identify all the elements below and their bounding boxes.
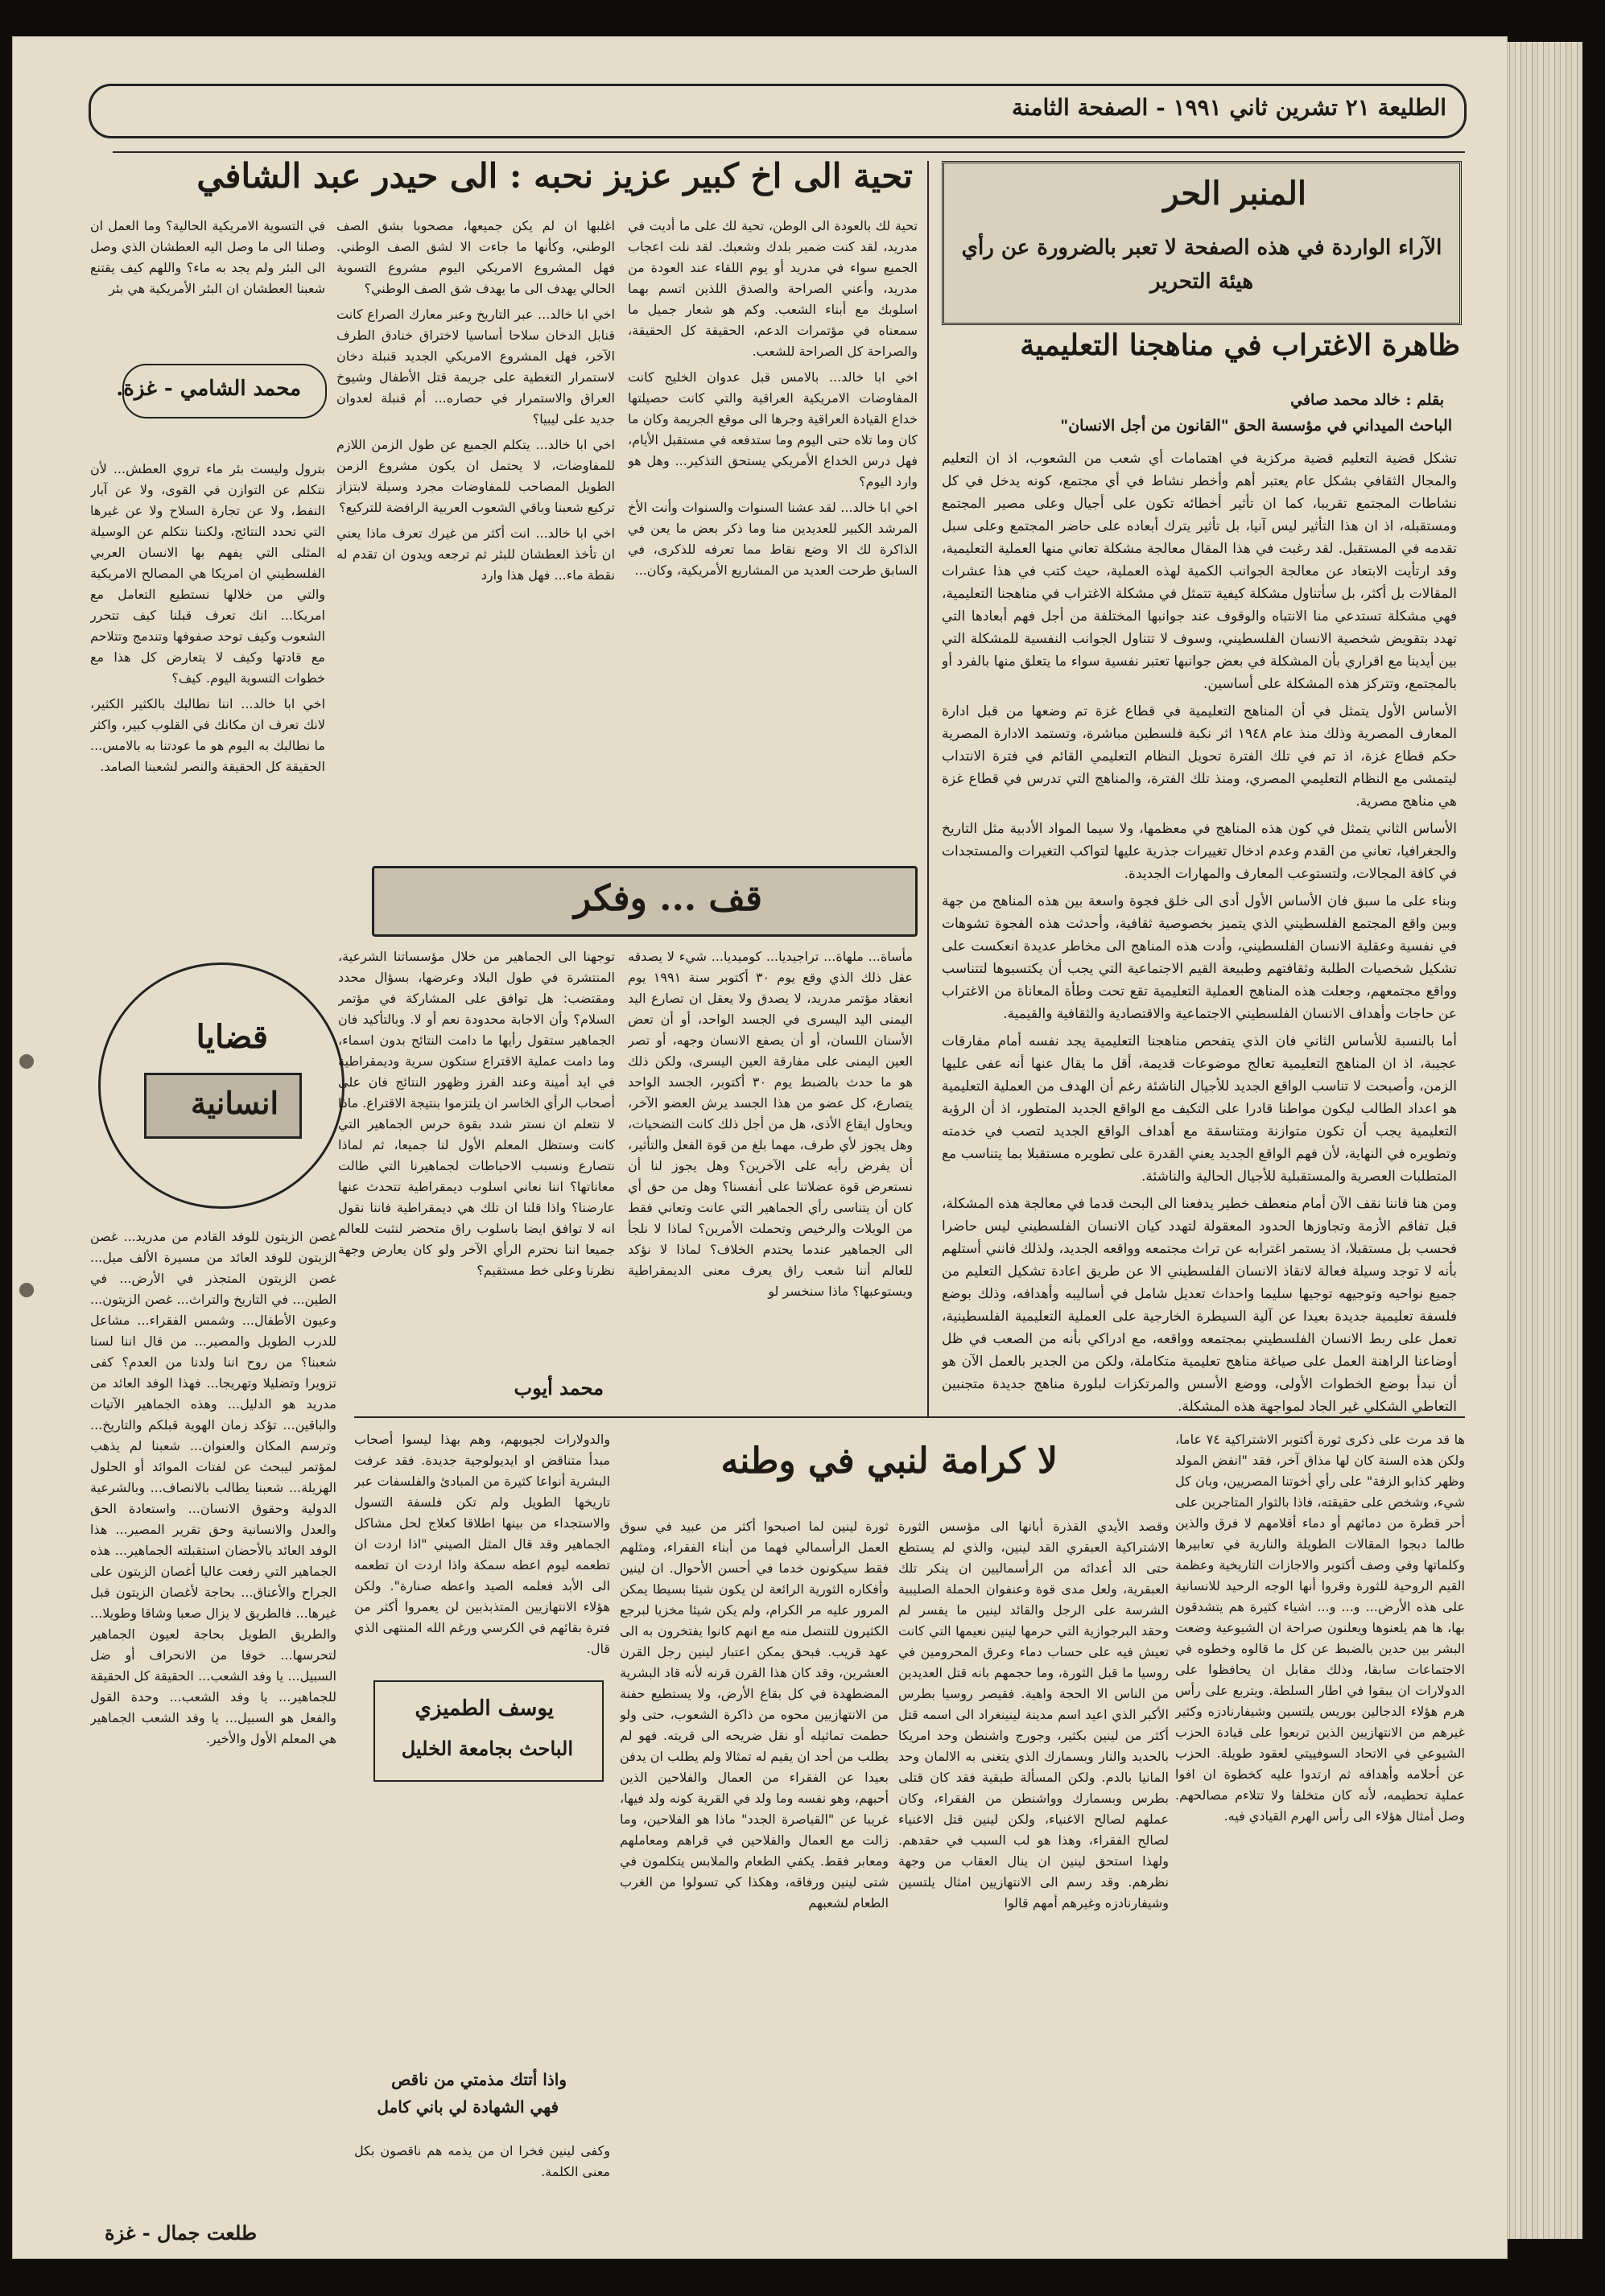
tribute-paragraph: في التسوية الامريكية الحالية؟ وما العمل ان وصلنا الى ما وصل اليه العطشان الذي وصل الى البئر ولم يجد به ماء؟ واللهم كيف يقتنع شعبنا العطشان ان البئر الأمريكية هي بئر: [90, 218, 325, 296]
stop-think-banner: [372, 866, 918, 937]
punch-hole: [19, 1054, 34, 1069]
lenin-column-3a: والدولارات لجيوبهم، وهم بهذا ليسوا أصحاب مبدأ متناقض او ايديولوجية جديدة. فقد عرفت البشرية أنواعا كثيرة من المبادئ والفلسفات عبر تاريخها الطويل ولم تكن فلسفة التسول والاستجداء من بينها اطلاقا كعلاج لحل مشاكل الجماهير وقد قال المثل الصيني "اذا اردت ان تطعمه ليوم اعطه سمكة واذا اردت ان تطعمه الى الأبد فعلمه الصيد واعطه صنارة". ولكن هؤلاء الانتهازيين المتذبذبين لن يعمروا أكثر من فترة بقائهم في الكرسي ورغم الله المنتهى الذي قال.: [354, 1432, 610, 1656]
free-pulpit-disclaimer: الآراء الواردة في هذه الصفحة لا تعبر بالضرورة عن رأي هيئة التحرير: [961, 236, 1442, 294]
tribute-paragraph: اخي ابا خالد... بالامس قبل عدوان الخليج كانت المفاوضات الامريكية العراقية والتي كانت حصيلتها خداع القيادة العراقية وجرها الى موقع الجريمة وكان ما كان وما تلاه حتى اليوم وما ستدفعه في مستقبل الأيام، فهل درس الخداع الأمريكي يستحق التذكير... وهل هو وارد اليوم؟: [628, 369, 918, 489]
alienation-paragraph: أما بالنسبة للأساس الثاني فان الذي يتفحص مناهجنا التعليمية يجد نفسه أمام مفارقات عجيبة، اذ ان المناهج التعليمية تعالج موضوعات قديمة، أقل ما يقال عنها أنه عفى عليها الزمن، وأصبحت لا تناسب الواقع الجديد للأجيال الناشئة رغم أن الهدف من العملية التعليمية هو اعداد الطالب ليكون مواطنا قادرا على التكيف مع الواقع الجديد المتطور، اذ أن الرؤية التعليمية يجب أن تكون متوازنة ومتناسقة مع أهداف الواقع الجديد لتصب في خدمته وتطويره في النهاية، لأن فهم الواقع الجديد يعني القدرة على تطويره مستقبلا بما يتناسب مع المتطلبات العصرية والمستقبلية للأجيال الحالية والناشئة.: [942, 1033, 1457, 1185]
tribute-column-1: [628, 216, 918, 851]
alienation-body: [942, 447, 1457, 1421]
tribute-column-3: [90, 216, 325, 361]
lenin-author-role: الباحث بجامعة الخليل: [401, 1737, 573, 1760]
column-rule: [927, 161, 929, 1416]
tribute-paragraph: اخي ابا خالد... عبر التاريخ وعبر معارك الصراع كانت قنابل الدخان سلاحا أساسيا لاختراق خنادق الطرف الآخر، فهل المشروع الامريكي الجديد قنبلة دخان لاستمرار التغطية على جريمة قتل الأطفال وشيوخ العراق والاستمرار في حصاره... أم قنبلة لعدوان جديد على ليبيا؟: [336, 307, 615, 427]
stop-think-signature: محمد أيوب: [514, 1376, 604, 1399]
humanitarian-body: غصن الزيتون للوفد القادم من مدريد... غصن الزيتون للوفد العائد من مسيرة الألف ميل... غصن الزيتون المتجذر في الأرض... في الطين... في التاريخ والتراث... غصن الزيتون... وعيون الأطفال... وشمس الفقراء... مشاعل للدرب الطويل والمصير... من قال اننا لسنا شعبنا؟ من روح اننا ولدنا من العدم؟ كفى تزويرا وتضليلا وتهريجا... فهذا الوفد العائد من مدريد هو الدليل... وهذه الجماهير الآتيات والباقين... تؤكد زمان الهوية قبلكم والتاريخ... وترسم المكان والعنوان... شعبنا لم يذهب لمؤتمر ليبحث عن لفتات الموائد أو الحلول الهزيلة... شعبنا يطالب بالانصاف... وبالشرعية الدولية وحقوق الانسان... واستعادة الحق والعدل والانسانية وحق تقرير المصير... هذا الوفد العائد بالأحضان استقبلته الجماهير... هذه الجماهير التي رفعت عاليا أغصان الزيتون على الجراح والأعناق... بحاجة لأغصان الزيتون قبل غيرها... فالطريق لا يزال صعبا وشاقا وطويلا... والطريق الطويل بحاجة لعيون الجماهير لتحرسها... خوفا من الانحراف أو ضل السبيل... يا وفد الشعب... الحقيقة كل الحقيقة للجماهير... يا وفد الشعب... وحدة القول والفعل هو السبيل... يا وفد الشعب الجماهير هي المعلم الأول والأخير.: [90, 1229, 336, 1746]
tribute-paragraph: اخي ابا خالد... انت أكثر من غيرك تعرف ماذا يعني ان تأخذ العطشان للبئر ثم ترجعه ويدون ان تقدم له نقطة ماء... فهل هذا وارد: [336, 526, 615, 583]
lenin-column-3b: [354, 1788, 610, 2110]
lenin-author-name: يوسف الطميزي: [415, 1696, 554, 1721]
alienation-author-role: الباحث الميداني في مؤسسة الحق "القانون من أجل الانسان": [1060, 417, 1452, 435]
alienation-author: بقلم : خالد محمد صافي: [1290, 391, 1444, 409]
humanitarian-badge-panel: [144, 1073, 302, 1139]
alienation-paragraph: الأساس الأول يتمثل في أن المناهج التعليمية في قطاع غزة تم وضعها من قبل ادارة المعارف المصرية وذلك منذ عام ١٩٤٨ اثر نكبة فلسطين مباشرة، وتستمد الادارة المصرية حكم قطاع غزة، اذ تم في تلك الفترة تحويل النظام التعليمي القائم في فترة الانتداب ليتمشى مع النظام التعليمي المصري، ومنذ تلك الفترة، والمناهج التي تدرس في قطاع غزة هي مناهج مصرية.: [942, 703, 1457, 810]
october-column-1: ها قد مرت على ذكرى ثورة أكتوبر الاشتراكية ٧٤ عاما، ولكن هذه السنة كان لها مذاق آخر، فقد "انفض المولد وظهر كذابو الزفة" على رأي أخوتنا المصريين، وبان كل شيء، وشخص على حقيقته، فاذا بالثوار المتاجرين على أحر قطرة من دمائهم أو دماء أقلامهم لا فرق والذين طالما دبجوا المقالات الطويلة والنارية في تعابيرها وكلماتها وفي وصف أكتوبر والاجازات التاريخية وعظمة القيم الروحية للثورة وقروا أنها الوجه الرحيد للانسانية على هذه الأرض... و... و... اشياء كثيرة هم يتشدقون بها، ها هم يلعنوها ويعلنون صراحة ان الشيوعية وضعت البشر بين حدين بالضبط عن كل ما قالوه وخطوه في الاجتماعات سابقا، وذلك مقابل ان يحافظوا على الدولارات ان يبقوا في اطار السلطة. ويتربع على رأس هرم هؤلاء الدجالين بوريس يلتسين وشيفارنادزه وكثير غيرهم من الانتهازيين الذين تربعوا على قيادة الحزب الشيوعي في الاتحاد السوفييتي لعقود طويلة. الحزب عن أحلامه وأهدافه ثم ارتدوا عليه كخطوة ان افوا عملية تحطيمه، لأنه كان متخلفا ولا تتلاءم مصالحهم. وصل أمثال هؤلاء الى رأس الهرم القيادي فيه.: [1175, 1432, 1465, 1824]
humanitarian-signature: طلعت جمال - غزة: [105, 2221, 258, 2244]
lenin-tail: وكفى لينين فخرا ان من يذمه هم ناقصون بكل معنى الكلمة.: [354, 2143, 610, 2179]
tribute-paragraph: بترول وليست بئر ماء تروي العطش... لأن نتكلم عن التوازن في القوى، ولا عن آبار النفط، ولا عن تجارة السلاح ولا عن غيرها التي تحدد النتائج، ولكننا نتكلم عن الوسيلة المثلى التي يفهم بها الانسان العربي الفلسطيني ان امريكا هي المصالح الامريكية والتي من خلالها نستطيع التعامل مع امريكا... انك تعرف قبلنا كيف تتحرر الشعوب وكيف توحد صفوفها وتندمج وتتلاحم مع قادتها وكيف لا يتعارض كل هذا مع خطوات التسوية اليوم. كيف؟: [90, 461, 325, 686]
tribute-column-2: [336, 216, 615, 851]
humanitarian-badge: [98, 963, 345, 1209]
tribute-signature-box: [116, 364, 327, 418]
free-pulpit-title: المنبر الحر: [1163, 175, 1306, 212]
page-header: [89, 84, 1467, 138]
stacked-pages-edge: [1499, 42, 1582, 2239]
lenin-author-box: [373, 1680, 604, 1782]
alienation-paragraph: الأساس الثاني يتمثل في كون هذه المناهج في معظمها، ولا سيما المواد الأدبية مثل التاريخ والجغرافيا، تعاني من القدم وعدم ادخال تغييرات جذرية عليها لتواكب التغيرات والمستجدات في كافة المجالات، ولتستوعب المعارف والمهارات الجديدة.: [942, 821, 1457, 882]
alienation-paragraph: تشكل قضية التعليم قضية مركزية في اهتمامات أي شعب من الشعوب، اذ ان التعليم والمجال الثقافي بشكل عام يعتبر أهم وأخطر نشاط في أي مجتمع، كونه يدخل في كل نشاطات المجتمع تقريبا، كما ان تأثير أخطائه تكون على أجيال وعلى مصير المجتمع ومستقبله، اذ ان هذا التأثير ليس آنيا، بل تأثير يترك أبعاده على حاضر المجتمع وعلى سبل تقدمه في المستقبل. لقد رغبت في هذا المقال معالجة مشكلة تعاني منها العملية التعليمية، وقد ارتأيت الابتعاد عن معالجة الجوانب الكمية لهذه العملية، حيث كتب في هذا عشرات المقالات بل أكثر، بل سأتناول مشكلة كيفية تتمثل في مشكلة الاغتراب في مناهجنا التعليمية، فهي مشكلة تستدعي منا الانتباه والوقوف عند جوانبها المختلفة من أجل فهم أبعادها التي تهدد بتقويض شخصية الانسان الفلسطيني، وسوف لا تتناول الجوانب النفسية للمشكلة التي بين أيدينا مع اقراري بأن المشكلة في بعض جوانبها تعتبر نفسية سواء ما يتعلق منها بالفرد أو بالمجتمع، وتتركز هذه المشكلة على أساسين.: [942, 451, 1457, 692]
free-pulpit-box: [942, 161, 1462, 325]
lenin-quote-line-2: فهي الشهادة لي باني كامل: [377, 2097, 559, 2117]
lenin-headline: لا كرامة لنبي في وطنه: [720, 1441, 1058, 1482]
tribute-paragraph: اخي ابا خالد... يتكلم الجميع عن طول الزمن اللازم للمفاوضات، لا يحتمل ان يكون مشروع الزمن الطويل المصاحب للمفاوضات مجرد وسيلة لابتزاز تركيع شعبنا وباقي الشعوب العربية الرافضة للتركيع؟: [336, 437, 615, 515]
issue-date-page: الطليعة ٢١ تشرين ثاني ١٩٩١ - الصفحة الثامنة: [1012, 94, 1446, 121]
stop-think-column-1: مأساة... ملهاة... تراجيديا... كوميديا... شيء لا يصدقه عقل ذلك الذي وقع يوم ٣٠ أكتوبر سنة ١٩٩١ يوم انعقاد مؤتمر مدريد، لا يصدق ولا يعقل ان تصارع اليد اليمنى اليد اليسرى في الجسد الواحد، أو أن تعض الأسنان اللسان، أو أن يصفع الانسان وجهه، أو تصر العين اليمنى على مفارقة العين اليسرى، ولكن ذلك هو ما حدث بالضبط يوم ٣٠ أكتوبر، الجسد الواحد يتصارع، كل عضو من هذا الجسد يرش العضو الآخر، ويحاول ايقاع الأذى، هل من أجل ذلك كانت التضحيات، وهل يجوز لأي طرف، مهما بلغ من قوة الفعل والتأثير، أن يفرض رأيه على الآخرين؟ وهل يجوز لنا أن نستعرض قوة عضلاتنا على أنفسنا؟ وهل من حق أي كان أن يتناسى رأي الجماهير التي عانت وتعاني فقط من الويلات والرخيص وتحملت الأمرين؟ لماذا لا نلجأ الى الجماهير عندما يحتدم الخلاف؟ لماذا لا نؤكد للعالم أننا شعب راق يعرف معنى الديمقراطية ويستوعبها؟ ماذا سنخسر لو: [628, 949, 913, 1299]
tribute-signature: محمد الشامي - غزة.: [116, 377, 301, 401]
tribute-paragraph: اخي ابا خالد... اننا نطالبك بالكثير الكثير، لانك تعرف ان مكانك في القلوب كبير، واكثر ما نطالبك به اليوم هو ما عودتنا به بالامس... الحقيقة كل الحقيقة والنصر لشعبنا الصامد.: [90, 696, 325, 774]
humanitarian-badge-top: قضايا: [196, 1018, 268, 1056]
alienation-paragraph: وبناء على ما سبق فان الأساس الأول أدى الى خلق فجوة واسعة بين هذه المناهج من جهة وبين واقع المجتمع الفلسطيني الذي يتميز بخصوصية ثقافية، وأحدثت هذه الفجوة تشوهات في نفسية وعقلية الانسان الفلسطيني، وأدت هذه المناهج الى مخاطر عديدة انعكست على تشكيل شخصيات الطلبة وثقافتهم وطبيعة القيم الاجتماعية التي يجب أن يكتسبوها لتتناسب وواقع مجتمعهم، وجعلت هذه المناهج العملية التعليمية تقع تحت وطأة المعاناة من الاغتراب عن حاجات وأهداف الانسان الفلسطيني الاجتماعية والاقتصادية والثقافية والقيمية.: [942, 893, 1457, 1022]
lenin-quote-line-1: واذا أتتك مذمتي من ناقص: [391, 2070, 567, 2089]
alienation-paragraph: ومن هنا فاننا نقف الآن أمام منعطف خطير يدفعنا الى البحث قدما في معالجة هذه المشكلة، قبل تفاقم الأزمة وتجاوزها الحدود المعقولة لتهدد كيان الانسان الفلسطيني ليس حاضرا فحسب بل مستقبلا، اذ يستمر اغترابه عن تراث مجتمعه وواقعه الجديد، ولذلك فانني أستلهم بأنه لا توجد وسيلة فعالة لانقاذ الانسان الفلسطيني الا عن طريق اعادة تشكيل التعليم من جميع نواحيه وتوجيهه توجيها سليما واحداث تعديل شامل في أساليبه وأهدافه، وذلك بوضع فلسفة تعليمية جديدة بعيدا عن آلية السيطرة الخارجية على العملية التعليمية الفلسطينية، تعمل على ربط الانسان الفلسطيني بمجتمعه وواقعه، مع ادراكي بأنه من الصعب في ظل أوضاعنا الراهنة العمل على صياغة مناهج تعليمية متكاملة، ولكن من الجدير بالعمل الآن هو أن نبدأ بوضع الخطوات الأولى، ووضع الأسس والمرتكزات لبلورة مناهج جديدة متجنبين التعاطي الشكلي غير الجاد لمواجهة هذه المشكلة.: [942, 1196, 1457, 1415]
tribute-paragraph: اخي ابا خالد... لقد عشنا السنوات والسنوات وأنت الأخ المرشد الكبير للعديدين منا وما ذكر بعض ما يعن في الذاكرة لك الا وضع نقاط مما تعرفه للذكرى، في السابق طرحت العديد من المشاريع الأمريكية، وكان...: [628, 500, 918, 578]
lenin-column-2: ثورة لينين لما اصبحوا أكثر من عبيد في سوق العمل الرأسمالي فهما من أبناء الفقراء، ومثلهم فقط سيكونون خدما في أحسن الأحوال. ان لينين وأفكاره الثورية الرائعة لن يكون شيئا بسيطا يمكن المرور عليه مر الكرام، ولم يكن شيئا مخزيا لبرجع الكثيرون للتنصل منه مع انهم كانوا يفتخرون به الى عهد قريب. فبحق يمكن اعتبار لينين رجل القرن العشرين، وقد كان هذا القرن قرنه لأنه قاد البشرية المضطهدة في كل بقاع الأرض، ولا يستطيع حفنة من الانتهازيين محوه من ذاكرة الشعوب، حتى ولو حطمت تماثيله أو نقل ضريحه الى قريته. فهو لم يطلب من أحد ان يقيم له تمثالا ولم يطلب ان يدفن بعيدا عن الفقراء من العمال والفلاحين الذين أحبهم، وهو نفسه وما ولد في القرية كونه ولد فيها، غريبا عن "القياصرة الجدد" ماذا هو الفلاحين، وما زالت مع العمال والفلاحين في قراهم ومعاملهم ومعابر فقط. يكفي الطعام والملابس يتكلمون في شتى لينين ورفاقه، وهكذا كي تسولوا من الغرب الطعام لشعبهم: [620, 1519, 889, 1911]
tribute-column-3b: [90, 459, 325, 917]
tribute-paragraph: اغلبها ان لم يكن جميعها، مصحوبا بشق الصف الوطني، وكأنها ما جاءت الا لشق الصف الوطني. فهل المشروع الامريكي اليوم مشروع التسوية الحالي يهدف الى ما يهدف شق الصف الوطني؟: [336, 218, 615, 296]
humanitarian-badge-bottom: انسانية: [190, 1085, 279, 1121]
stop-think-column-2: توجهنا الى الجماهير من خلال مؤسساتنا الشرعية، المنتشرة في طول البلاد وعرضها، بسؤال محدد ومقتضب: هل توافق على المشاركة في مؤتمر السلام؟ وأن الاجابة محدودة نعم أو لا. وبالتأكيد فان الجماهير ستقول رأيها ما دامت النتائج بدون اسماء، وما دامت عملية الاقتراع ستكون سرية وديمقراطية في ايد أمينة وعند الفرز وظهور النتائج فان على أصحاب الرأي الخاسر ان يلتزموا بنتيجة الاقتراع. ماذا لا نتعلم ان نستر شدد بقوة حرس الجماهير التي كانت وستظل المعلم الأول لنا جميعا، ثم لماذا نتصارع ونسبب الاحباطات لجماهيرنا التي طالت معاناتها؟ اننا نعاني اسلوب ديمقراطية تتحدث عنها عارضنا؟ واذا قلنا ان تلك هي ديمقراطية فاننا نقول انه لا توافق ايضا باسلوب راق متحضر لنثبت للعالم جميعا اننا نحترم الرأي الآخر ولو كان يعارض وجهة نظرنا وعلى خط مستقيم؟: [338, 949, 615, 1278]
section-rule: [354, 1416, 1465, 1418]
stop-think-title: قف ... وفكر: [573, 878, 762, 919]
lenin-column-1: وقصد الأيدي القذرة أبانها الى مؤسس الثورة الاشتراكية العبقري القد لينين، والذي لم يستطع حتى الد أعدائه من الرأسماليين ان ينكر تلك العبقرية، ولعل مدى قوة وعنفوان الحملة الصليبية الشرسة على الرجل والقائد لينين ما يفسر لم وحقد البرجوازية التي حرمها لينين نعيمها التي كانت تعيش فيه على حساب دماء وعرق المحرومين في روسيا ما قبل الثورة، وما حجمهم بانه قتل العديدين من الناس الا الحجة واهية. فقيصر روسيا بطرس الأكبر الذي اعيد اسم مدينة لينينغراد الى اسمه قتل أكثر من لينين بكثير، وجورج واشنطن وحد امريكا بالحديد والنار وبسمارك الذي يتغنى به الالمان وحد المانيا بالدم. ولكن المسألة طبقية فقد كان قتلى بطرس وبسمارك وواشنطن من الفقراء، وكان عملهم لصالح الاغنياء، ولكن لينين قتل الاغنياء لصالح الفقراء، وهذا هو لب السبب في حقدهم. ولهذا استحق لينين ان ينال العقاب من وجهة نظرهم. وقد رسم الى الانتهازيين امثال يلتسين وشيفارنادزه وغيرهم أمهم قالوا: [898, 1519, 1169, 1911]
header-rule: [113, 151, 1465, 153]
tribute-headline: تحية الى اخ كبير عزيز نحبه : الى حيدر عبد الشافي: [196, 156, 913, 196]
punch-hole: [19, 1283, 34, 1297]
alienation-headline: ظاهرة الاغتراب في مناهجنا التعليمية: [1020, 328, 1460, 362]
tribute-paragraph: تحية لك بالعودة الى الوطن، تحية لك على ما أديت في مدريد، لقد كنت ضمير بلدك وشعبك. لقد نلت اعجاب الجميع سواء في مدريد أو يوم اللقاء عند العودة من مدريد، وأعني الصراحة والصدق اللذين اتسم بهما اسلوبك مع أبناء الشعب. وكم هو شعار جميل ما سمعناه في مؤتمرات الدعم، الحقيقة كل الحقيقة، والصراحة كل الصراحة للشعب.: [628, 218, 918, 359]
